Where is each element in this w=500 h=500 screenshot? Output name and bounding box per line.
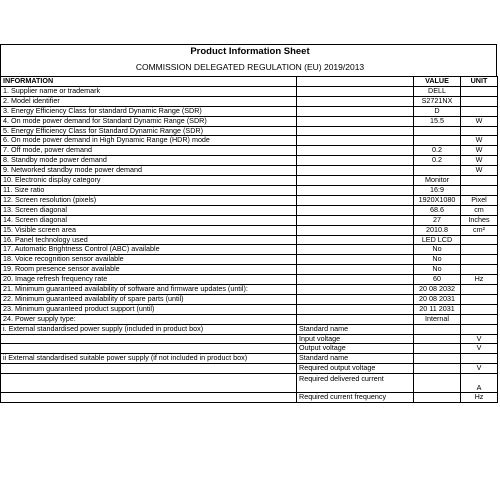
row-unit [461,294,498,304]
table-row [1,314,498,324]
row-unit: cm² [461,225,498,235]
row-sub-label [297,215,414,225]
row-unit [461,354,498,364]
row-value: No [414,265,461,275]
row-unit: W [461,156,498,166]
row-unit [461,255,498,265]
row-unit: V [461,334,498,344]
row-unit [461,86,498,96]
row-unit: W [461,136,498,146]
table-row [1,156,498,166]
row-sub-label [297,136,414,146]
table-row [1,255,498,265]
table-row [1,146,498,156]
row-label: 10. Electronic display category [1,176,297,186]
row-value: D [414,106,461,116]
header-value: VALUE [414,77,461,87]
row-value: 20 08 2032 [414,285,461,295]
row-label: 24. Power supply type: [1,314,297,324]
row-unit [461,245,498,255]
row-value: No [414,245,461,255]
table-row [1,285,498,295]
row-label [1,392,297,402]
row-sub-label: Standard name [297,324,414,334]
row-sub-label [297,106,414,116]
row-label: 12. Screen resolution (pixels) [1,195,297,205]
product-info-table [0,76,498,403]
row-sub-label [297,146,414,156]
table-row [1,205,498,215]
row-label: 2. Model identifier [1,96,297,106]
row-label: 18. Voice recognition sensor available [1,255,297,265]
table-row [1,225,498,235]
table-row [1,364,498,374]
row-unit: Pixel [461,195,498,205]
row-value [414,126,461,136]
row-value: 20 08 2031 [414,294,461,304]
table-row [1,86,498,96]
row-label: 8. Standby mode power demand [1,156,297,166]
table-row [1,195,498,205]
row-sub-label [297,156,414,166]
table-row [1,116,498,126]
row-label: 23. Minimum guaranteed product support (until) [1,304,297,314]
row-sub-label [297,314,414,324]
row-label: 22. Minimum guaranteed availability of spare parts (until) [1,294,297,304]
row-sub-label [297,285,414,295]
row-sub-label [297,185,414,195]
row-label: 5. Energy Efficiency Class for Standard Dynamic Range (SDR) [1,126,297,136]
row-sub-label: Input voltage [297,334,414,344]
row-value: LED LCD [414,235,461,245]
row-label: i. External standardised power supply (included in product box) [1,324,297,334]
row-unit: cm [461,205,498,215]
row-sub-label [297,265,414,275]
table-row [1,392,498,402]
row-unit: V [461,344,498,354]
row-label: 1. Supplier name or trademark [1,86,297,96]
row-unit: W [461,116,498,126]
row-value: Internal [414,314,461,324]
row-unit: W [461,146,498,156]
row-sub-label [297,294,414,304]
row-label: 15. Visible screen area [1,225,297,235]
row-sub-label [297,195,414,205]
row-sub-label: Required current frequency [297,392,414,402]
table-row [1,275,498,285]
row-value [414,392,461,402]
row-unit [461,126,498,136]
row-sub-label [297,96,414,106]
table-row [1,245,498,255]
row-unit [461,176,498,186]
table-row [1,176,498,186]
row-label: 20. Image refresh frequency rate [1,275,297,285]
row-label [1,334,297,344]
row-value [414,166,461,176]
row-value: 0.2 [414,146,461,156]
row-value: 1920X1080 [414,195,461,205]
table-row [1,344,498,354]
row-sub-label: Required output voltage [297,364,414,374]
row-sub-label: Required delivered current [297,374,414,393]
header-information: INFORMATION [1,77,297,87]
row-value [414,334,461,344]
row-value [414,344,461,354]
header-spacer [297,77,414,87]
table-row [1,96,498,106]
row-label: 17. Automatic Brightness Control (ABC) available [1,245,297,255]
row-value [414,374,461,393]
row-value [414,136,461,146]
row-unit: Hz [461,275,498,285]
row-value [414,364,461,374]
row-sub-label [297,126,414,136]
row-unit [461,235,498,245]
row-unit: Inches [461,215,498,225]
row-label: 19. Room presence sensor available [1,265,297,275]
row-label: ii External standardised suitable power supply (if not included in product box) [1,354,297,364]
row-value [414,324,461,334]
row-sub-label [297,275,414,285]
row-value: 60 [414,275,461,285]
table-row [1,265,498,275]
row-value: 15.5 [414,116,461,126]
row-label: 16. Panel technology used [1,235,297,245]
row-unit [461,324,498,334]
row-unit [461,285,498,295]
row-sub-label [297,176,414,186]
table-row [1,106,498,116]
table-header-row [1,77,498,87]
row-sub-label [297,304,414,314]
row-sub-label [297,116,414,126]
table-row [1,354,498,364]
row-unit: V [461,364,498,374]
row-value: DELL [414,86,461,96]
row-unit: W [461,166,498,176]
table-row [1,235,498,245]
header-unit: UNIT [461,77,498,87]
row-sub-label: Standard name [297,354,414,364]
row-unit [461,185,498,195]
row-unit [461,304,498,314]
row-value: No [414,255,461,265]
table-row [1,334,498,344]
sheet-subtitle: COMMISSION DELEGATED REGULATION (EU) 2019/2013 [135,62,365,72]
row-label: 21. Minimum guaranteed availability of software and firmware updates (until): [1,285,297,295]
row-label [1,344,297,354]
row-unit [461,265,498,275]
row-value: S2721NX [414,96,461,106]
row-value [414,354,461,364]
row-value: 0.2 [414,156,461,166]
row-value: 16:9 [414,185,461,195]
row-label: 13. Screen diagonal [1,205,297,215]
row-label: 3. Energy Efficiency Class for standard Dynamic Range (SDR) [1,106,297,116]
row-value: 27 [414,215,461,225]
row-value: 2010.8 [414,225,461,235]
row-sub-label [297,86,414,96]
row-sub-label [297,166,414,176]
row-sub-label [297,205,414,215]
table-row [1,304,498,314]
row-sub-label [297,255,414,265]
row-value: Monitor [414,176,461,186]
row-sub-label [297,245,414,255]
row-unit: A [461,374,498,393]
table-row [1,374,498,393]
row-label: 11. Size ratio [1,185,297,195]
table-row [1,185,498,195]
table-row [1,166,498,176]
row-label: 14. Screen diagonal [1,215,297,225]
row-value: 68.6 [414,205,461,215]
table-row [1,324,498,334]
row-label: 6. On mode power demand in High Dynamic Range (HDR) mode [1,136,297,146]
table-row [1,215,498,225]
row-sub-label: Output voltage [297,344,414,354]
row-label [1,364,297,374]
sheet-title: Product Information Sheet [190,46,310,57]
row-label: 7. Off mode, power demand [1,146,297,156]
row-sub-label [297,235,414,245]
row-unit [461,106,498,116]
row-value: 20 11 2031 [414,304,461,314]
row-unit [461,314,498,324]
row-sub-label [297,225,414,235]
row-label [1,374,297,393]
table-row [1,126,498,136]
table-row [1,136,498,146]
row-label: 4. On mode power demand for Standard Dynamic Range (SDR) [1,116,297,126]
row-label: 9. Networked standby mode power demand [1,166,297,176]
row-unit: Hz [461,392,498,402]
row-unit [461,96,498,106]
table-row [1,294,498,304]
